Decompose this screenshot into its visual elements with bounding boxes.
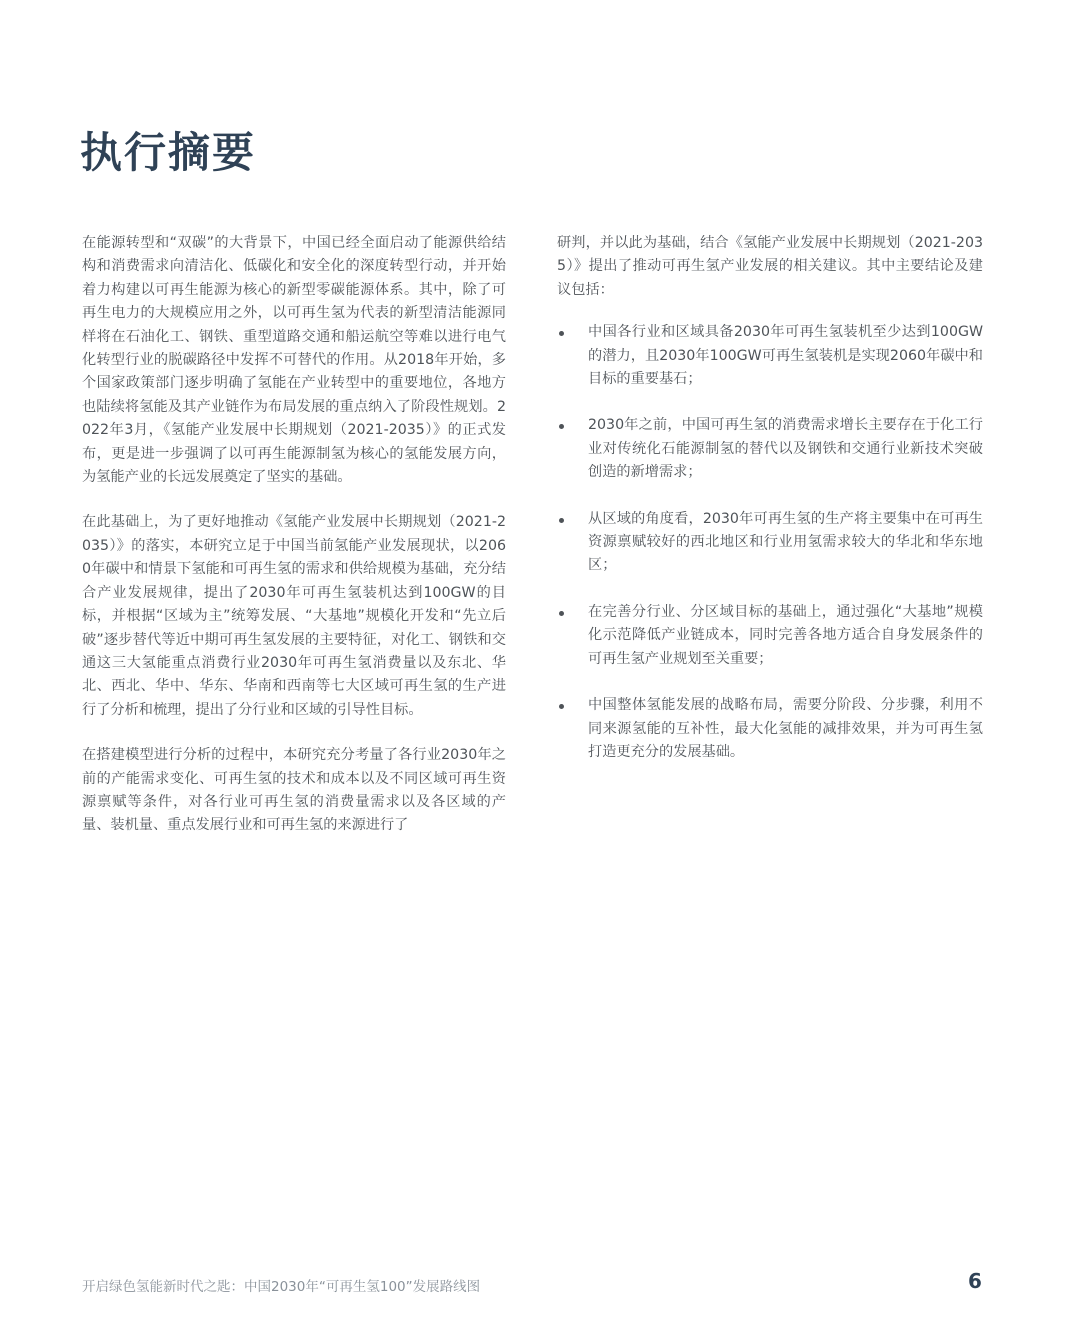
conclusions-intro: 研判，并以此为基础，结合《氢能产业发展中长期规划（2021-2035）》提出了推动可再生氢产业发展的相关建议。其中主要结论及建议包括： [557, 235, 983, 298]
page-title: 执行摘要 [80, 128, 257, 177]
paragraph-2: 在此基础上，为了更好地推动《氢能产业发展中长期规划（2021-2035）》的落实，本研究立足于中国当前氢能产业发展现状，以2060年碳中和情景下氢能和可再生氢的需求和供给规模为基础，充分结合产业发展规律，提出了2030年可再生氢装机达到100GW的目标，并根据“区域为主”统筹发展、“大基地”规模化开发和“先立后破”逐步替代等近中期可再生氢发展的主要特征，对化工、钢铁和交通这三大氢能重点消费行业2030年可再生氢消费量以及东北、华北、西北、华中、华东、华南和西南等七大区域可再生氢的生产进行了分析和梳理，提出了分行业和区域的引导性目标。 [82, 514, 506, 718]
list-item-text: 在完善分行业、分区域目标的基础上，通过强化“大基地”规模化示范降低产业链成本，同时完善各地方适合自身发展条件的可再生氢产业规划至关重要； [588, 603, 983, 667]
bullet-icon [559, 704, 564, 709]
list-item-text: 中国整体氢能发展的战略布局，需要分阶段、分步骤，利用不同来源氢能的互补性，最大化氢能的减排效果，并为可再生氢打造更充分的发展基础。 [588, 697, 983, 760]
list-item [557, 321, 983, 391]
list-item-text: 中国各行业和区域具备2030年可再生氢装机至少达到100GW的潜力，且2030年100GW可再生氢装机是实现2060年碳中和目标的重要基石； [588, 324, 983, 388]
list-item [557, 414, 983, 484]
list-item [557, 601, 983, 671]
list-item-text: 从区域的角度看，2030年可再生氢的生产将主要集中在可再生资源禀赋较好的西北地区和行业用氢需求较大的华北和华东地区； [588, 510, 983, 574]
bullet-icon [559, 611, 564, 616]
left-column [82, 232, 506, 860]
right-column [557, 232, 983, 787]
bullet-icon [559, 331, 564, 336]
conclusions-list [557, 321, 983, 764]
footer-document-title: 开启绿色氢能新时代之匙：中国2030年“可再生氢100”发展路线图 [82, 1279, 481, 1295]
page-number: 6 [968, 1269, 982, 1293]
list-item [557, 694, 983, 764]
list-item [557, 508, 983, 578]
list-item-text: 2030年之前，中国可再生氢的消费需求增长主要存在于化工行业对传统化石能源制氢的替代以及钢铁和交通行业新技术突破创造的新增需求； [588, 417, 983, 481]
bullet-icon [559, 518, 564, 523]
bullet-icon [559, 424, 564, 429]
paragraph-3: 在搭建模型进行分析的过程中，本研究充分考量了各行业2030年之前的产能需求变化、可再生氢的技术和成本以及不同区域可再生资源禀赋等条件，对各行业可再生氢的消费量需求以及各区域的产量、装机量、重点发展行业和可再生氢的来源进行了 [82, 747, 506, 834]
paragraph-1: 在能源转型和“双碳”的大背景下，中国已经全面启动了能源供给结构和消费需求向清洁化、低碳化和安全化的深度转型行动，并开始着力构建以可再生能源为核心的新型零碳能源体系。其中，除了可再生电力的大规模应用之外，以可再生氢为代表的新型清洁能源同样将在石油化工、钢铁、重型道路交通和船运航空等难以进行电气化转型行业的脱碳路径中发挥不可替代的作用。从2018年开始，多个国家政策部门逐步明确了氢能在产业转型中的重要地位，各地方也陆续将氢能及其产业链作为布局发展的重点纳入了阶段性规划。2022年3月，《氢能产业发展中长期规划（2021-2035）》的正式发布，更是进一步强调了以可再生能源制氢为核心的氢能发展方向，为氢能产业的长远发展奠定了坚实的基础。 [82, 235, 506, 486]
